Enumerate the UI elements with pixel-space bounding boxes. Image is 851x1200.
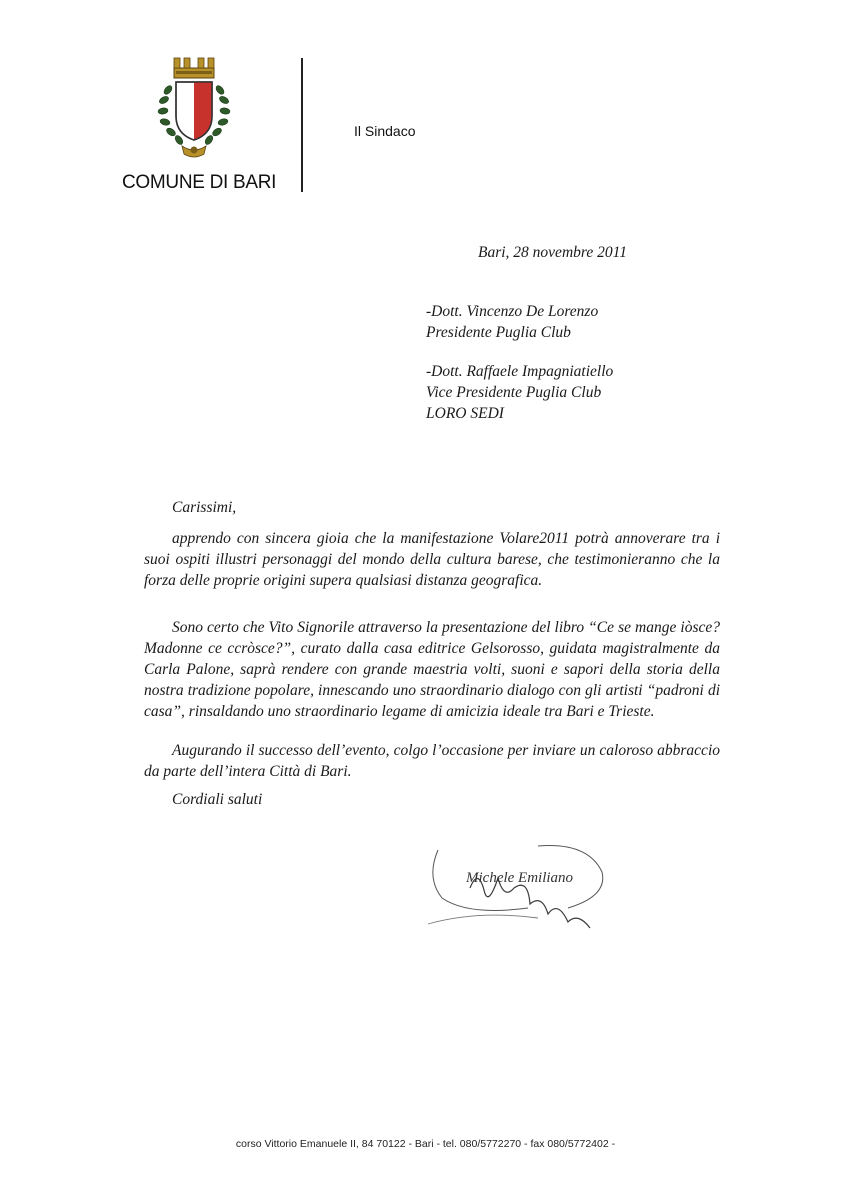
date-line: Bari, 28 novembre 2011: [478, 244, 627, 261]
recipient-block: [426, 301, 598, 343]
office-title: Il Sindaco: [354, 123, 416, 139]
footer-address: corso Vittorio Emanuele II, 84 70122 - Bari - tel. 080/5772270 - fax 080/5772402 -: [235, 1138, 616, 1150]
signatory-name: Michele Emiliano: [466, 870, 574, 886]
letterhead-divider: [301, 58, 303, 192]
recipient-line: Presidente Puglia Club: [426, 324, 571, 341]
recipient-line: LORO SEDI: [426, 405, 504, 422]
recipient-line: -Dott. Raffaele Impagniatiello: [426, 363, 614, 380]
recipient-line: -Dott. Vincenzo De Lorenzo: [426, 303, 599, 320]
recipient-line: Vice Presidente Puglia Club: [426, 384, 602, 401]
closing: Cordiali saluti: [172, 791, 263, 808]
body-paragraph: Sono certo che Vito Signorile attraverso la presentazione del libro “Ce se mange iòsce? Madonne ce ccròsce?”, curato dalla casa editrice Gelsorosso, guidata magistralmente da Carla Palone, saprà rendere con grande maestria volti, suoni e sapori della storia della nostra tradizione popolare, innescando uno straordinario dialogo con gli artisti “padroni di casa”, rinsaldando uno straordinario legame di amicizia ideale tra Bari e Trieste.: [144, 619, 720, 720]
greeting: Carissimi,: [172, 499, 237, 516]
bari-coat-of-arms-icon: [146, 54, 242, 166]
signature-mark: [418, 838, 618, 948]
comune-name: COMUNE DI BARI: [122, 172, 277, 193]
body-paragraph: apprendo con sincera gioia che la manifestazione Volare2011 potrà annoverare tra i suoi ospiti illustri personaggi del mondo della cultura barese, che testimonieranno che la forza delle proprie origini supera qualsiasi distanza geografica.: [144, 530, 720, 589]
recipient-block: [426, 361, 613, 424]
body-paragraph: Augurando il successo dell’evento, colgo l’occasione per inviare un caloroso abbraccio da parte dell’intera Città di Bari.: [144, 742, 720, 780]
